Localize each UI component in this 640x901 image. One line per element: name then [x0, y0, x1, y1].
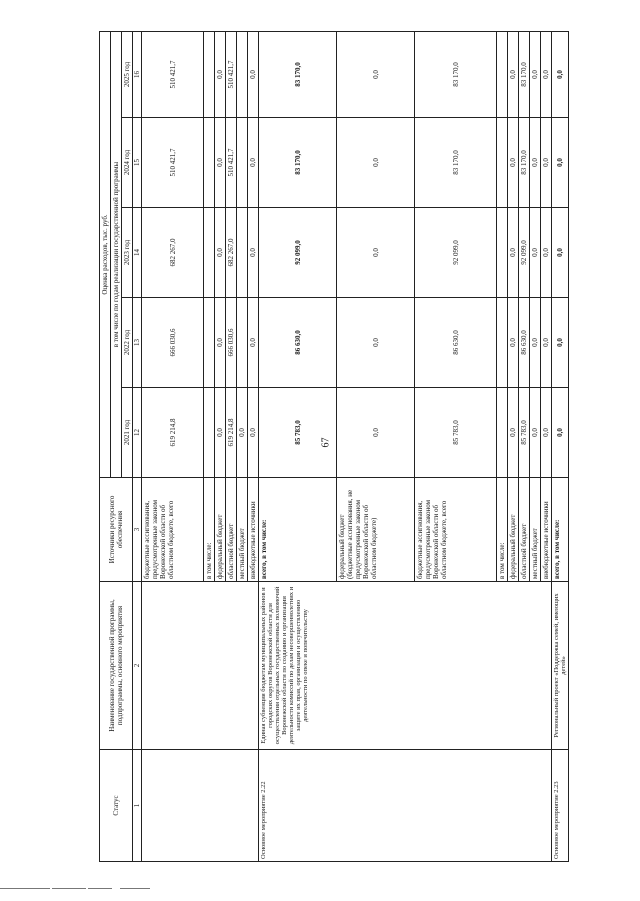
row-value: [237, 31, 248, 117]
row-value: 0,0: [508, 208, 519, 298]
row-value: 0,0: [508, 388, 519, 478]
row-value: 666 030,6: [142, 298, 204, 388]
row-value: 83 170,0: [259, 118, 337, 208]
row-status: [142, 750, 259, 862]
header-year: 2024 год: [122, 118, 133, 208]
table-row: [142, 31, 204, 861]
row-value: 0,0: [552, 388, 569, 478]
row-source: областной бюджет: [519, 478, 530, 582]
row-source: бюджетные ассигнования, предусмотренные законом Воронежской области об областном бюджете, всего: [142, 478, 204, 582]
row-value: 0,0: [215, 298, 226, 388]
row-value: [237, 298, 248, 388]
row-value: 619 214,8: [142, 388, 204, 478]
table-row: [259, 31, 337, 861]
row-program-name: Единая субвенция бюджетам муниципальных районов и городских округов Воронежской области для осуществления отдельных государственных полномочий Воронежской области по созданию и организации деятельности комиссий по делам несовершеннолетних и защите их прав, организации и осуществлению деятельности по опеке и попечительству: [259, 582, 552, 750]
row-value: 85 783,0: [519, 388, 530, 478]
page-number: 67: [320, 437, 332, 448]
row-value: 682 267,0: [226, 208, 237, 298]
row-value: 0,0: [530, 298, 541, 388]
table-body: [142, 31, 569, 861]
header-status: Статус: [100, 750, 133, 862]
row-value: 510 421,7: [226, 118, 237, 208]
row-value: 0,0: [337, 208, 415, 298]
row-source: федеральный бюджет: [508, 478, 519, 582]
row-source: федеральный бюджет (бюджетные ассигнования, не предусмотренные законом Воронежской области об областном бюджете): [337, 478, 415, 582]
header-by-years: в том числе по годам реализации государственной программы: [111, 31, 122, 477]
row-value: 0,0: [552, 298, 569, 388]
row-value: 83 170,0: [519, 118, 530, 208]
footer-rule: [0, 888, 640, 892]
row-value: 0,0: [508, 298, 519, 388]
table-row: [552, 31, 569, 861]
row-value: 86 630,0: [519, 298, 530, 388]
row-value: 83 170,0: [415, 31, 497, 117]
row-value: 510 421,7: [142, 118, 204, 208]
row-value: 0,0: [530, 31, 541, 117]
row-value: 0,0: [215, 31, 226, 117]
row-value: 0,0: [541, 208, 552, 298]
row-program-name: [142, 582, 259, 750]
row-value: 0,0: [530, 388, 541, 478]
row-value: 0,0: [248, 208, 259, 298]
row-value: 0,0: [215, 388, 226, 478]
row-value: [237, 118, 248, 208]
row-value: 0,0: [337, 388, 415, 478]
row-value: [497, 298, 508, 388]
header-source: Источники ресурсного обеспечения: [100, 478, 133, 582]
row-value: [497, 31, 508, 117]
row-value: [497, 388, 508, 478]
row-value: 83 170,0: [259, 31, 337, 117]
row-value: 0,0: [530, 118, 541, 208]
row-value: 0,0: [541, 31, 552, 117]
row-value: 85 783,0: [415, 388, 497, 478]
budget-table-sheet: [99, 32, 567, 862]
row-value: [237, 208, 248, 298]
row-value: [204, 298, 215, 388]
row-value: 92 099,0: [415, 208, 497, 298]
row-source: бюджетные ассигнования, предусмотренные законом Воронежской области об областном бюджете, всего: [415, 478, 497, 582]
row-value: 0,0: [337, 31, 415, 117]
col-number: 15: [133, 118, 142, 208]
row-value: 510 421,7: [226, 31, 237, 117]
row-source: местный бюджет: [237, 478, 248, 582]
header-name: Наименование государственной программы, подпрограммы, основного мероприятия: [100, 582, 133, 750]
row-source: в том числе:: [497, 478, 508, 582]
row-value: 86 630,0: [259, 298, 337, 388]
row-value: [497, 208, 508, 298]
header-year: 2025 год: [122, 31, 133, 117]
row-value: 0,0: [552, 118, 569, 208]
budget-table: [99, 31, 569, 862]
row-value: 0,0: [215, 208, 226, 298]
col-number: 16: [133, 31, 142, 117]
row-value: 0,0: [541, 388, 552, 478]
row-value: 0,0: [508, 31, 519, 117]
header-year: 2023 год: [122, 208, 133, 298]
col-number: 1: [133, 750, 142, 862]
row-source: федеральный бюджет: [215, 478, 226, 582]
row-value: 86 630,0: [415, 298, 497, 388]
row-value: 0,0: [237, 388, 248, 478]
col-number: 3: [133, 478, 142, 582]
row-source: местный бюджет: [530, 478, 541, 582]
row-value: 0,0: [248, 388, 259, 478]
row-source: внебюджетные источники: [248, 478, 259, 582]
col-number: 12: [133, 388, 142, 478]
header-estimate: Оценка расходов, тыс. руб.: [100, 31, 111, 477]
col-number: 14: [133, 208, 142, 298]
row-value: 619 214,8: [226, 388, 237, 478]
row-value: 92 099,0: [259, 208, 337, 298]
row-value: 0,0: [508, 118, 519, 208]
col-number: 13: [133, 298, 142, 388]
row-value: 682 267,0: [142, 208, 204, 298]
row-source: всего, в том числе:: [259, 478, 337, 582]
row-value: 0,0: [248, 298, 259, 388]
row-value: 0,0: [248, 31, 259, 117]
row-source: областной бюджет: [226, 478, 237, 582]
row-status: Основное мероприятие 2.22: [259, 750, 552, 862]
row-value: [204, 31, 215, 117]
row-value: 0,0: [337, 118, 415, 208]
row-value: 85 783,0: [259, 388, 337, 478]
row-value: 83 170,0: [415, 118, 497, 208]
col-number: 2: [133, 582, 142, 750]
row-status: Основное мероприятие 2.23: [552, 750, 569, 862]
row-value: 0,0: [552, 31, 569, 117]
row-value: 0,0: [337, 298, 415, 388]
row-value: 0,0: [541, 118, 552, 208]
row-value: 0,0: [552, 208, 569, 298]
row-value: [204, 208, 215, 298]
row-value: 92 099,0: [519, 208, 530, 298]
row-value: [204, 118, 215, 208]
row-value: 0,0: [530, 208, 541, 298]
row-value: [204, 388, 215, 478]
row-source: внебюджетные источники: [541, 478, 552, 582]
row-value: 510 421,7: [142, 31, 204, 117]
row-value: 0,0: [215, 118, 226, 208]
row-value: [497, 118, 508, 208]
row-source: в том числе:: [204, 478, 215, 582]
row-value: 83 170,0: [519, 31, 530, 117]
row-value: 0,0: [248, 118, 259, 208]
header-year: 2022 год: [122, 298, 133, 388]
row-program-name: Региональный проект «Поддержка семей, имеющих детей»: [552, 582, 569, 750]
row-value: 666 030,6: [226, 298, 237, 388]
row-value: 0,0: [541, 298, 552, 388]
header-year: 2021 год: [122, 388, 133, 478]
row-source: всего, в том числе:: [552, 478, 569, 582]
